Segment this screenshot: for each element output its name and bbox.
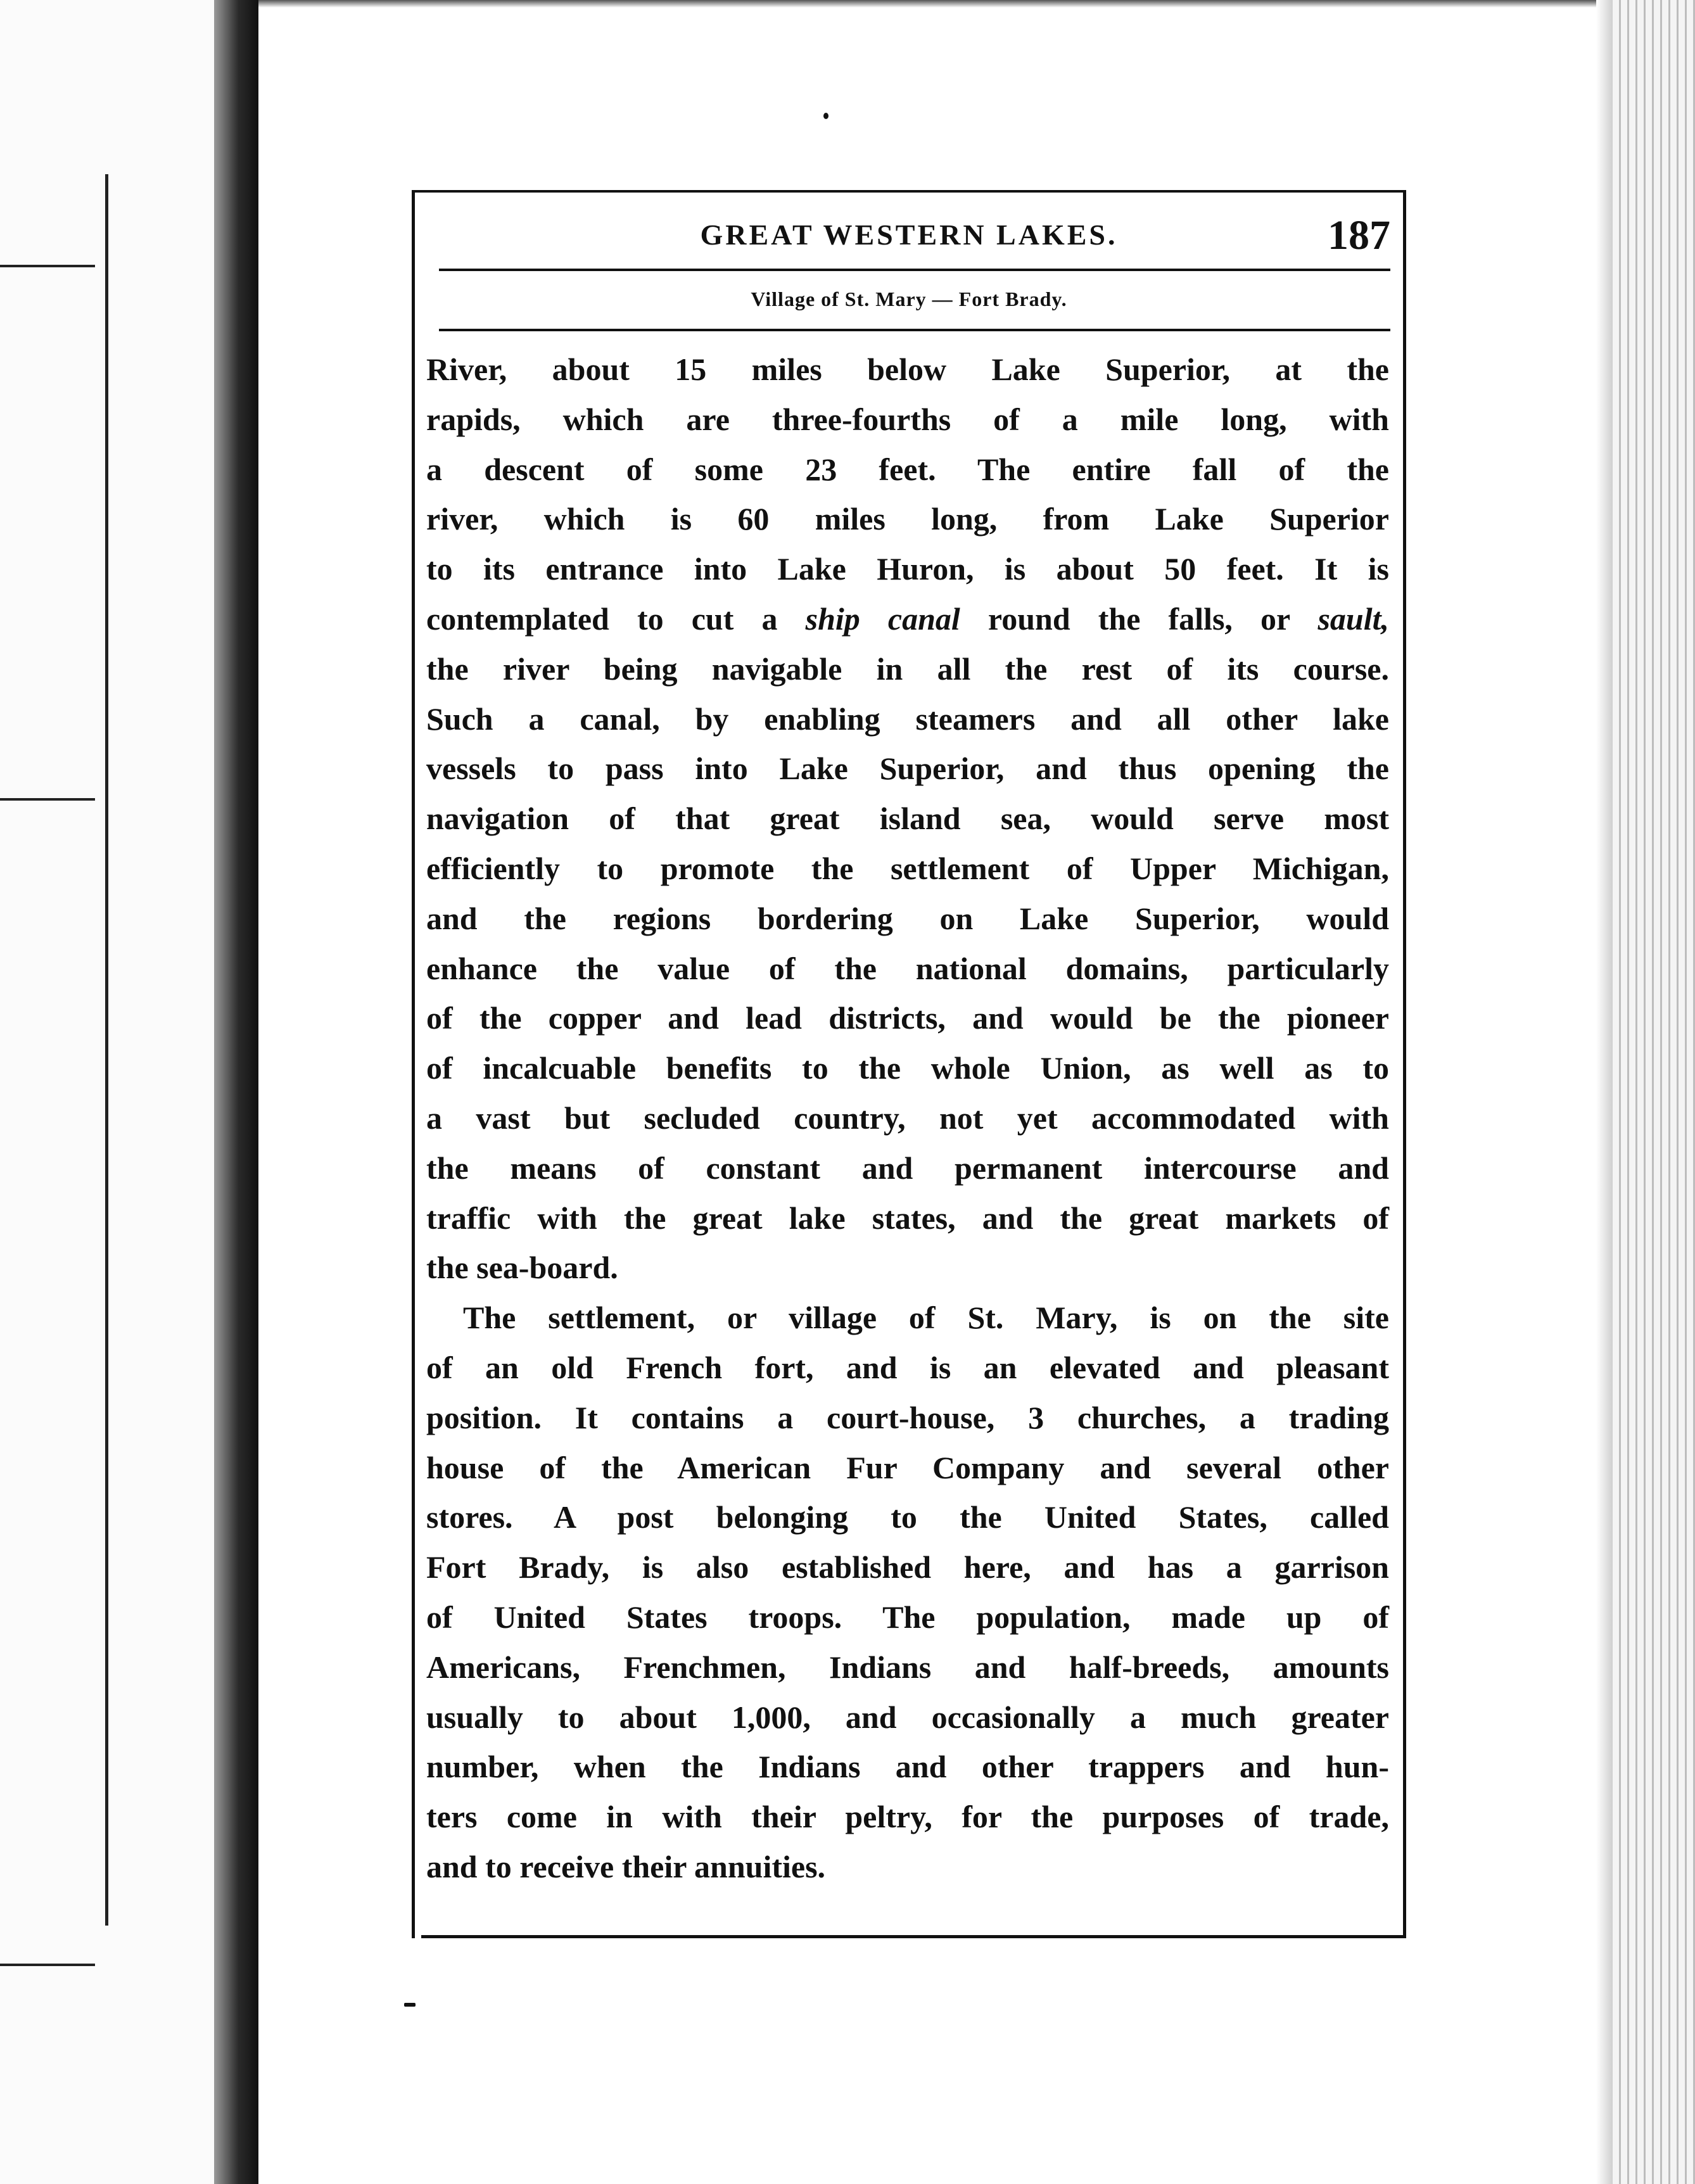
text-line: stores. A post belonging to the United States, called	[426, 1499, 1389, 1535]
text-line: vessels to pass into Lake Superior, and thus opening the	[426, 751, 1389, 787]
top-edge-shadow	[253, 0, 1615, 8]
text-line: a descent of some 23 feet. The entire fall of the	[426, 451, 1389, 487]
paragraph-2	[426, 1293, 1389, 1892]
text-line: Such a canal, by enabling steamers and all other lake	[426, 701, 1389, 737]
text-line: river, which is 60 miles long, from Lake Superior	[426, 501, 1389, 537]
text-line: traffic with the great lake states, and the great markets of	[426, 1200, 1389, 1236]
text-line: the river being navigable in all the rest of its course.	[426, 651, 1389, 687]
text-line: of an old French fort, and is an elevated and pleasant	[426, 1349, 1389, 1385]
text-line: enhance the value of the national domains, particularly	[426, 950, 1389, 986]
ink-speck	[823, 113, 828, 119]
page-number: 187	[1328, 212, 1390, 258]
facing-page-rule	[0, 798, 95, 801]
text-line: efficiently to promote the settlement of Upper Michigan,	[426, 850, 1389, 886]
footer-rule	[421, 1935, 1403, 1938]
text-line: Americans, Frenchmen, Indians and half-breeds, amounts	[426, 1649, 1389, 1685]
text-line: a vast but secluded country, not yet accommodated with	[426, 1100, 1389, 1136]
facing-page-rule	[0, 1964, 95, 1966]
text-line: rapids, which are three-fourths of a mile long, with	[426, 401, 1389, 437]
text-line: usually to about 1,000, and occasionally a much greater	[426, 1699, 1389, 1735]
page-frame	[412, 190, 1406, 1938]
text-line: house of the American Fur Company and several other	[426, 1449, 1389, 1485]
facing-page-rule	[0, 265, 95, 267]
text-line: to its entrance into Lake Huron, is about 50 feet. It is	[426, 551, 1389, 587]
paragraph-1	[426, 345, 1389, 1293]
section-subhead: Village of St. Mary — Fort Brady.	[751, 288, 1067, 310]
stacked-page-edges	[1613, 0, 1695, 2184]
text-line: number, when the Indians and other trappers and hun-	[426, 1749, 1389, 1785]
running-title: GREAT WESTERN LAKES.	[700, 219, 1118, 251]
text-line: of United States troops. The population, made up of	[426, 1599, 1389, 1635]
subhead-rule	[439, 329, 1390, 331]
text-line: Fort Brady, is also established here, and has a garrison	[426, 1549, 1389, 1585]
text-line: and to receive their annuities.	[426, 1848, 826, 1884]
page-edge-shadow	[1596, 0, 1613, 2184]
text-line: of the copper and lead districts, and would be the pioneer	[426, 1000, 1389, 1036]
text-line: and the regions bordering on Lake Superior, would	[426, 900, 1389, 936]
facing-page-border	[105, 174, 108, 1926]
text-line: contemplated to cut a ship canal round the falls, or sault,	[426, 600, 1389, 637]
header-rule	[439, 269, 1390, 271]
text-line: navigation of that great island sea, would serve most	[426, 801, 1389, 837]
text-line: of incalcuable benefits to the whole Union, as well as to	[426, 1050, 1389, 1086]
text-line: the sea-board.	[426, 1250, 618, 1286]
book-gutter	[214, 0, 258, 2184]
text-line: position. It contains a court-house, 3 churches, a trading	[426, 1399, 1389, 1435]
text-line: The settlement, or village of St. Mary, is on the site	[463, 1300, 1389, 1336]
text-line: River, about 15 miles below Lake Superior, at the	[426, 352, 1389, 387]
text-line: the means of constant and permanent intercourse and	[426, 1150, 1389, 1186]
text-line: ters come in with their peltry, for the purposes of trade,	[426, 1799, 1389, 1835]
running-head	[415, 212, 1403, 256]
body-text	[426, 345, 1389, 1892]
ink-speck	[404, 2003, 416, 2007]
